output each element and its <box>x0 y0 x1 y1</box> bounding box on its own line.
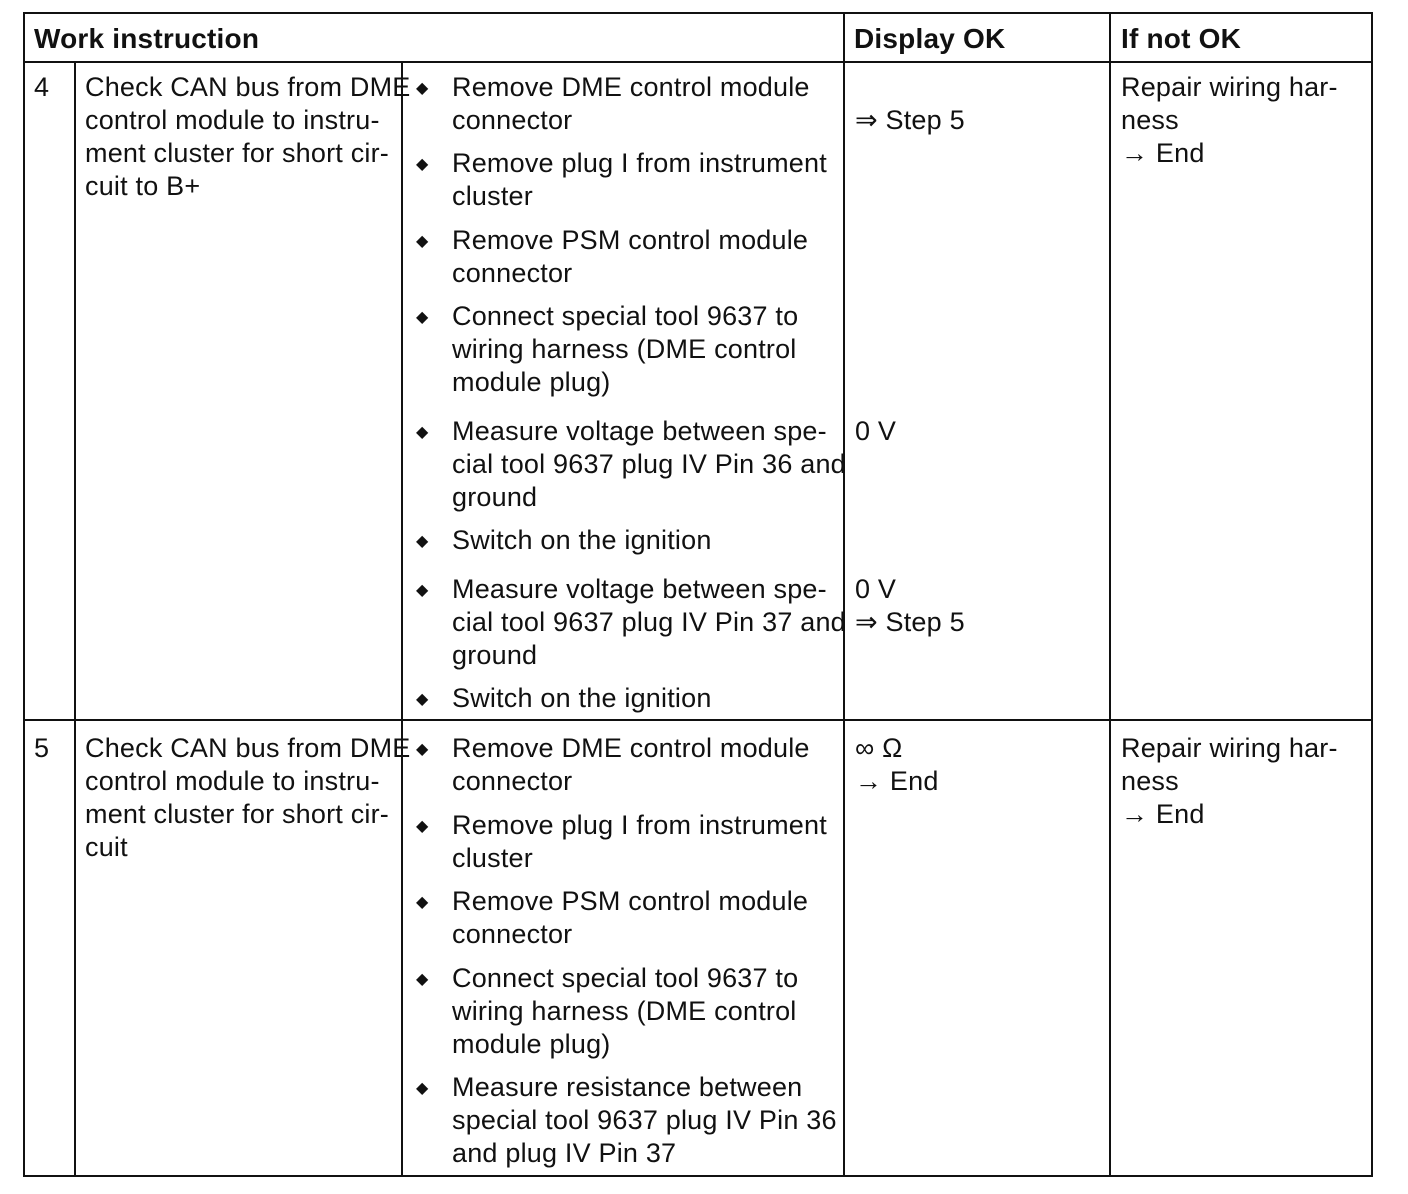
step-description-line: ment cluster for short cir- <box>85 799 389 829</box>
if-not-ok-line: Repair wiring har- <box>1121 733 1338 763</box>
if-not-ok-line: ness <box>1121 766 1179 796</box>
display-ok-value: ∞ Ω <box>855 733 903 763</box>
action-line: Remove plug I from instrument <box>452 148 827 178</box>
step-description-line: Check CAN bus from DME <box>85 72 411 102</box>
action-line: cial tool 9637 plug IV Pin 36 and <box>452 449 846 479</box>
table-border-top <box>23 12 1373 14</box>
action-line: cial tool 9637 plug IV Pin 37 and <box>452 607 846 637</box>
action-line: connector <box>452 919 573 949</box>
action-line: wiring harness (DME control <box>452 334 797 364</box>
table-border-left <box>23 12 25 1177</box>
action-line: Connect special tool 9637 to <box>452 963 799 993</box>
display-ok-value: ⇒ Step 5 <box>855 607 965 637</box>
bullet-icon: ◆ <box>416 156 429 173</box>
action-line: Measure voltage between spe- <box>452 574 827 604</box>
action-line: connector <box>452 105 573 135</box>
step-description-line: cuit <box>85 832 128 862</box>
step-description-line: control module to instru- <box>85 766 380 796</box>
action-line: and plug IV Pin 37 <box>452 1138 677 1168</box>
table-border-bottom <box>23 1175 1373 1177</box>
action-line: Remove DME control module <box>452 72 810 102</box>
bullet-icon: ◆ <box>416 80 429 97</box>
header-display-ok: Display OK <box>854 23 1006 54</box>
column-divider-notok <box>1109 12 1111 1177</box>
action-line: Measure voltage between spe- <box>452 416 827 446</box>
header-work-instruction: Work instruction <box>34 23 260 54</box>
bullet-icon: ◆ <box>416 894 429 911</box>
bullet-icon: ◆ <box>416 424 429 441</box>
bullet-icon: ◆ <box>416 309 429 326</box>
bullet-icon: ◆ <box>416 533 429 550</box>
step-number: 5 <box>34 733 50 763</box>
action-line: Switch on the ignition <box>452 683 712 713</box>
row-divider <box>23 719 1373 721</box>
table-border-right <box>1371 12 1373 1177</box>
bullet-icon: ◆ <box>416 971 429 988</box>
column-divider-description <box>401 61 403 1177</box>
step-description-line: Check CAN bus from DME <box>85 733 411 763</box>
step-description-line: cuit to B+ <box>85 171 201 201</box>
action-line: connector <box>452 258 573 288</box>
step-description-line: control module to instru- <box>85 105 380 135</box>
step-description-line: ment cluster for short cir- <box>85 138 389 168</box>
action-line: Measure resistance between <box>452 1072 803 1102</box>
action-line: special tool 9637 plug IV Pin 36 <box>452 1105 837 1135</box>
action-line: module plug) <box>452 1029 611 1059</box>
action-line: ground <box>452 640 538 670</box>
action-line: module plug) <box>452 367 611 397</box>
action-line: Remove PSM control module <box>452 225 809 255</box>
if-not-ok-line: → End <box>1121 138 1205 168</box>
bullet-icon: ◆ <box>416 233 429 250</box>
bullet-icon: ◆ <box>416 818 429 835</box>
display-ok-value: 0 V <box>855 574 897 604</box>
bullet-icon: ◆ <box>416 582 429 599</box>
bullet-icon: ◆ <box>416 691 429 708</box>
header-if-not-ok: If not OK <box>1121 23 1241 54</box>
action-line: Remove DME control module <box>452 733 810 763</box>
action-line: Remove plug I from instrument <box>452 810 827 840</box>
column-divider-step <box>74 61 76 1177</box>
if-not-ok-line: Repair wiring har- <box>1121 72 1338 102</box>
action-line: Remove PSM control module <box>452 886 809 916</box>
header-divider <box>23 61 1373 63</box>
display-ok-value: ⇒ Step 5 <box>855 105 965 135</box>
action-line: cluster <box>452 843 533 873</box>
action-line: wiring harness (DME control <box>452 996 797 1026</box>
if-not-ok-line: → End <box>1121 799 1205 829</box>
if-not-ok-line: ness <box>1121 105 1179 135</box>
action-line: connector <box>452 766 573 796</box>
action-line: cluster <box>452 181 533 211</box>
action-line: Connect special tool 9637 to <box>452 301 799 331</box>
column-divider-display <box>843 12 845 1177</box>
display-ok-value: 0 V <box>855 416 897 446</box>
bullet-icon: ◆ <box>416 741 429 758</box>
action-line: Switch on the ignition <box>452 525 712 555</box>
action-line: ground <box>452 482 538 512</box>
step-number: 4 <box>34 72 50 102</box>
display-ok-value: → End <box>855 766 939 796</box>
bullet-icon: ◆ <box>416 1080 429 1097</box>
